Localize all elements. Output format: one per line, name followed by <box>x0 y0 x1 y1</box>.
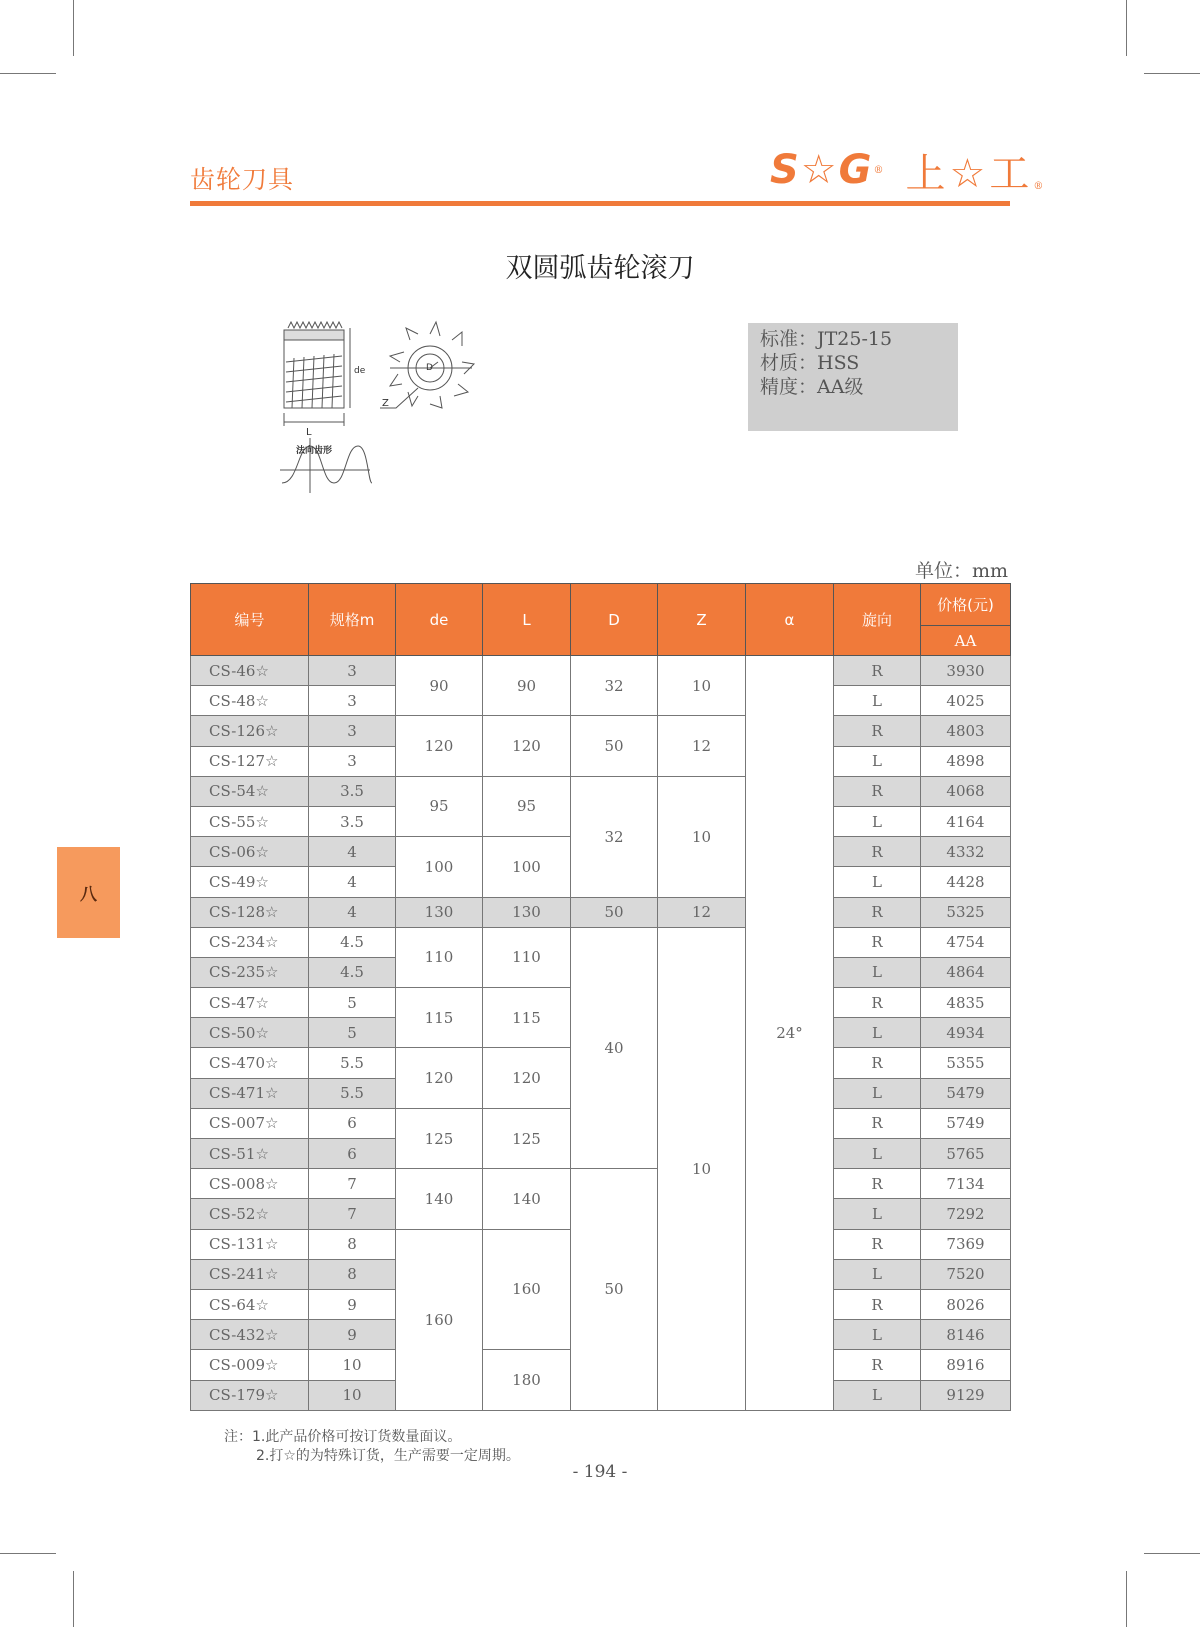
cell-direction: L <box>834 1139 921 1169</box>
cell-module: 4.5 <box>309 927 396 957</box>
cell-code: CS-131☆ <box>191 1229 309 1259</box>
cell-direction: L <box>834 686 921 716</box>
cell-direction: L <box>834 746 921 776</box>
cell-price: 5355 <box>921 1048 1011 1078</box>
cell-code: CS-008☆ <box>191 1169 309 1199</box>
cell-price: 4803 <box>921 716 1011 746</box>
cell-de: 100 <box>396 837 483 897</box>
header-de: de <box>396 584 483 656</box>
cell-direction: R <box>834 837 921 867</box>
header-grade: AA <box>921 626 1011 656</box>
cell-code: CS-51☆ <box>191 1139 309 1169</box>
cell-price: 8026 <box>921 1289 1011 1319</box>
cell-D: 32 <box>571 656 658 716</box>
cell-L: 100 <box>483 837 571 897</box>
cell-direction: R <box>834 897 921 927</box>
table-row <box>191 1169 1011 1199</box>
cell-code: CS-235☆ <box>191 957 309 987</box>
table-row <box>191 897 1011 927</box>
cell-code: CS-46☆ <box>191 656 309 686</box>
chapter-tab: 八 <box>57 847 120 938</box>
crop-mark <box>1126 0 1127 56</box>
header-direction: 旋向 <box>834 584 921 656</box>
spec-standard: 标准：JT25-15 <box>760 328 893 350</box>
cell-price: 4068 <box>921 776 1011 806</box>
cell-module: 5 <box>309 988 396 1018</box>
crop-mark <box>0 73 56 74</box>
crop-mark <box>73 1571 74 1627</box>
cell-de: 95 <box>396 776 483 836</box>
cell-code: CS-48☆ <box>191 686 309 716</box>
cell-direction: R <box>834 1289 921 1319</box>
crop-mark <box>1126 1571 1127 1627</box>
cell-module: 6 <box>309 1139 396 1169</box>
cell-Z: 10 <box>658 776 746 897</box>
cell-price: 7520 <box>921 1259 1011 1289</box>
header-Z: Z <box>658 584 746 656</box>
cell-code: CS-471☆ <box>191 1078 309 1108</box>
cell-direction: L <box>834 957 921 987</box>
registered-mark: ® <box>1033 181 1044 192</box>
header-alpha: α <box>746 584 834 656</box>
cell-code: CS-47☆ <box>191 988 309 1018</box>
normal-profile-caption: 法向齿形 <box>296 446 333 456</box>
spec-precision: 精度：AA级 <box>760 376 864 398</box>
cell-D: 50 <box>571 716 658 776</box>
cell-direction: R <box>834 1229 921 1259</box>
cell-de: 120 <box>396 1048 483 1108</box>
crop-mark <box>1144 73 1200 74</box>
cell-direction: R <box>834 927 921 957</box>
cell-price: 4025 <box>921 686 1011 716</box>
cell-code: CS-127☆ <box>191 746 309 776</box>
cell-module: 6 <box>309 1108 396 1138</box>
cell-code: CS-007☆ <box>191 1108 309 1138</box>
cell-price: 8916 <box>921 1350 1011 1380</box>
cell-de: 110 <box>396 927 483 987</box>
cell-module: 9 <box>309 1320 396 1350</box>
cell-direction: R <box>834 776 921 806</box>
cell-price: 4898 <box>921 746 1011 776</box>
cell-D: 32 <box>571 776 658 897</box>
cell-L: 130 <box>483 897 571 927</box>
cell-module: 3 <box>309 656 396 686</box>
cell-price: 4864 <box>921 957 1011 987</box>
cell-price: 5479 <box>921 1078 1011 1108</box>
cell-module: 3 <box>309 686 396 716</box>
cell-L: 120 <box>483 1048 571 1108</box>
header-code: 编号 <box>191 584 309 656</box>
label-de: de <box>354 366 366 376</box>
cell-price: 4754 <box>921 927 1011 957</box>
cell-module: 4 <box>309 867 396 897</box>
spec-material: 材质：HSS <box>760 352 860 374</box>
cell-module: 10 <box>309 1350 396 1380</box>
cell-de: 115 <box>396 988 483 1048</box>
cell-D: 50 <box>571 1169 658 1411</box>
cell-code: CS-55☆ <box>191 806 309 836</box>
cell-Z: 10 <box>658 656 746 716</box>
cell-price: 3930 <box>921 656 1011 686</box>
cell-module: 10 <box>309 1380 396 1410</box>
unit-label: 单位：mm <box>914 560 1008 582</box>
cell-L: 120 <box>483 716 571 776</box>
footnotes <box>224 1428 520 1466</box>
cell-L: 125 <box>483 1108 571 1168</box>
cell-price: 7134 <box>921 1169 1011 1199</box>
cell-L: 110 <box>483 927 571 987</box>
cell-direction: R <box>834 1048 921 1078</box>
cell-module: 8 <box>309 1259 396 1289</box>
cell-direction: L <box>834 806 921 836</box>
cell-code: CS-50☆ <box>191 1018 309 1048</box>
cell-price: 8146 <box>921 1320 1011 1350</box>
cell-D: 40 <box>571 927 658 1169</box>
cell-price: 7369 <box>921 1229 1011 1259</box>
cell-module: 5.5 <box>309 1048 396 1078</box>
brand-logo <box>770 147 1044 197</box>
cell-L: 140 <box>483 1169 571 1229</box>
cell-code: CS-432☆ <box>191 1320 309 1350</box>
cell-de: 130 <box>396 897 483 927</box>
table-row <box>191 656 1011 686</box>
cell-direction: R <box>834 716 921 746</box>
cell-price: 4934 <box>921 1018 1011 1048</box>
cell-de: 90 <box>396 656 483 716</box>
cell-Z: 12 <box>658 897 746 927</box>
cell-direction: R <box>834 1108 921 1138</box>
cell-code: CS-009☆ <box>191 1350 309 1380</box>
cell-price: 5765 <box>921 1139 1011 1169</box>
cell-code: CS-126☆ <box>191 716 309 746</box>
cell-L: 180 <box>483 1350 571 1410</box>
cell-code: CS-52☆ <box>191 1199 309 1229</box>
specs-box <box>748 323 958 431</box>
crop-mark <box>73 0 74 56</box>
header-price: 价格(元) <box>921 584 1011 626</box>
cell-price: 4332 <box>921 837 1011 867</box>
cell-module: 4.5 <box>309 957 396 987</box>
note-1: 注：1.此产品价格可按订货数量面议。 <box>224 1429 462 1445</box>
cell-de: 160 <box>396 1229 483 1410</box>
crop-mark <box>1144 1553 1200 1554</box>
cell-price: 7292 <box>921 1199 1011 1229</box>
logo-sg: S☆G <box>770 147 874 193</box>
cell-direction: R <box>834 988 921 1018</box>
header-D: D <box>571 584 658 656</box>
label-D: D <box>426 363 433 373</box>
cell-L: 95 <box>483 776 571 836</box>
cell-module: 3 <box>309 716 396 746</box>
cell-direction: L <box>834 1259 921 1289</box>
page-title: 双圆弧齿轮滚刀 <box>505 253 695 284</box>
cell-price: 4835 <box>921 988 1011 1018</box>
cell-direction: L <box>834 1018 921 1048</box>
cell-L: 115 <box>483 988 571 1048</box>
cell-alpha: 24° <box>746 656 834 1411</box>
cell-Z: 10 <box>658 927 746 1410</box>
cell-direction: L <box>834 1380 921 1410</box>
cell-code: CS-06☆ <box>191 837 309 867</box>
cell-code: CS-54☆ <box>191 776 309 806</box>
label-Z: Z <box>382 398 389 409</box>
cell-direction: L <box>834 1320 921 1350</box>
cell-direction: L <box>834 867 921 897</box>
cell-direction: R <box>834 1350 921 1380</box>
cell-code: CS-128☆ <box>191 897 309 927</box>
table-row <box>191 716 1011 746</box>
cell-direction: R <box>834 656 921 686</box>
cell-module: 8 <box>309 1229 396 1259</box>
registered-mark: ® <box>873 164 884 176</box>
cell-module: 4 <box>309 897 396 927</box>
cell-de: 140 <box>396 1169 483 1229</box>
note-2: 2.打☆的为特殊订货，生产需要一定周期。 <box>256 1448 520 1464</box>
cell-price: 5749 <box>921 1108 1011 1138</box>
cell-de: 120 <box>396 716 483 776</box>
cell-direction: L <box>834 1199 921 1229</box>
cell-module: 7 <box>309 1199 396 1229</box>
header-module: 规格m <box>309 584 396 656</box>
cell-L: 90 <box>483 656 571 716</box>
hob-diagram <box>280 318 500 498</box>
cell-module: 9 <box>309 1289 396 1319</box>
logo-cn: 上☆工 <box>905 150 1034 197</box>
cell-code: CS-241☆ <box>191 1259 309 1289</box>
cell-module: 3.5 <box>309 776 396 806</box>
cell-module: 3 <box>309 746 396 776</box>
page-number: - 194 - <box>572 1462 628 1482</box>
cell-code: CS-470☆ <box>191 1048 309 1078</box>
cell-price: 4428 <box>921 867 1011 897</box>
cell-price: 5325 <box>921 897 1011 927</box>
cell-module: 7 <box>309 1169 396 1199</box>
cell-module: 4 <box>309 837 396 867</box>
cell-code: CS-179☆ <box>191 1380 309 1410</box>
cell-direction: L <box>834 1078 921 1108</box>
label-L: L <box>306 427 312 438</box>
cell-Z: 12 <box>658 716 746 776</box>
cell-code: CS-49☆ <box>191 867 309 897</box>
cell-module: 5.5 <box>309 1078 396 1108</box>
header-L: L <box>483 584 571 656</box>
cell-price: 4164 <box>921 806 1011 836</box>
cell-code: CS-234☆ <box>191 927 309 957</box>
table-row <box>191 776 1011 806</box>
section-title: 齿轮刀具 <box>190 165 295 194</box>
table-row <box>191 927 1011 957</box>
crop-mark <box>0 1553 56 1554</box>
cell-de: 125 <box>396 1108 483 1168</box>
cell-price: 9129 <box>921 1380 1011 1410</box>
cell-L: 160 <box>483 1229 571 1350</box>
cell-module: 3.5 <box>309 806 396 836</box>
cell-code: CS-64☆ <box>191 1289 309 1319</box>
cell-direction: R <box>834 1169 921 1199</box>
cell-D: 50 <box>571 897 658 927</box>
header-divider <box>190 201 1010 206</box>
price-table <box>190 583 1011 1411</box>
cell-module: 5 <box>309 1018 396 1048</box>
